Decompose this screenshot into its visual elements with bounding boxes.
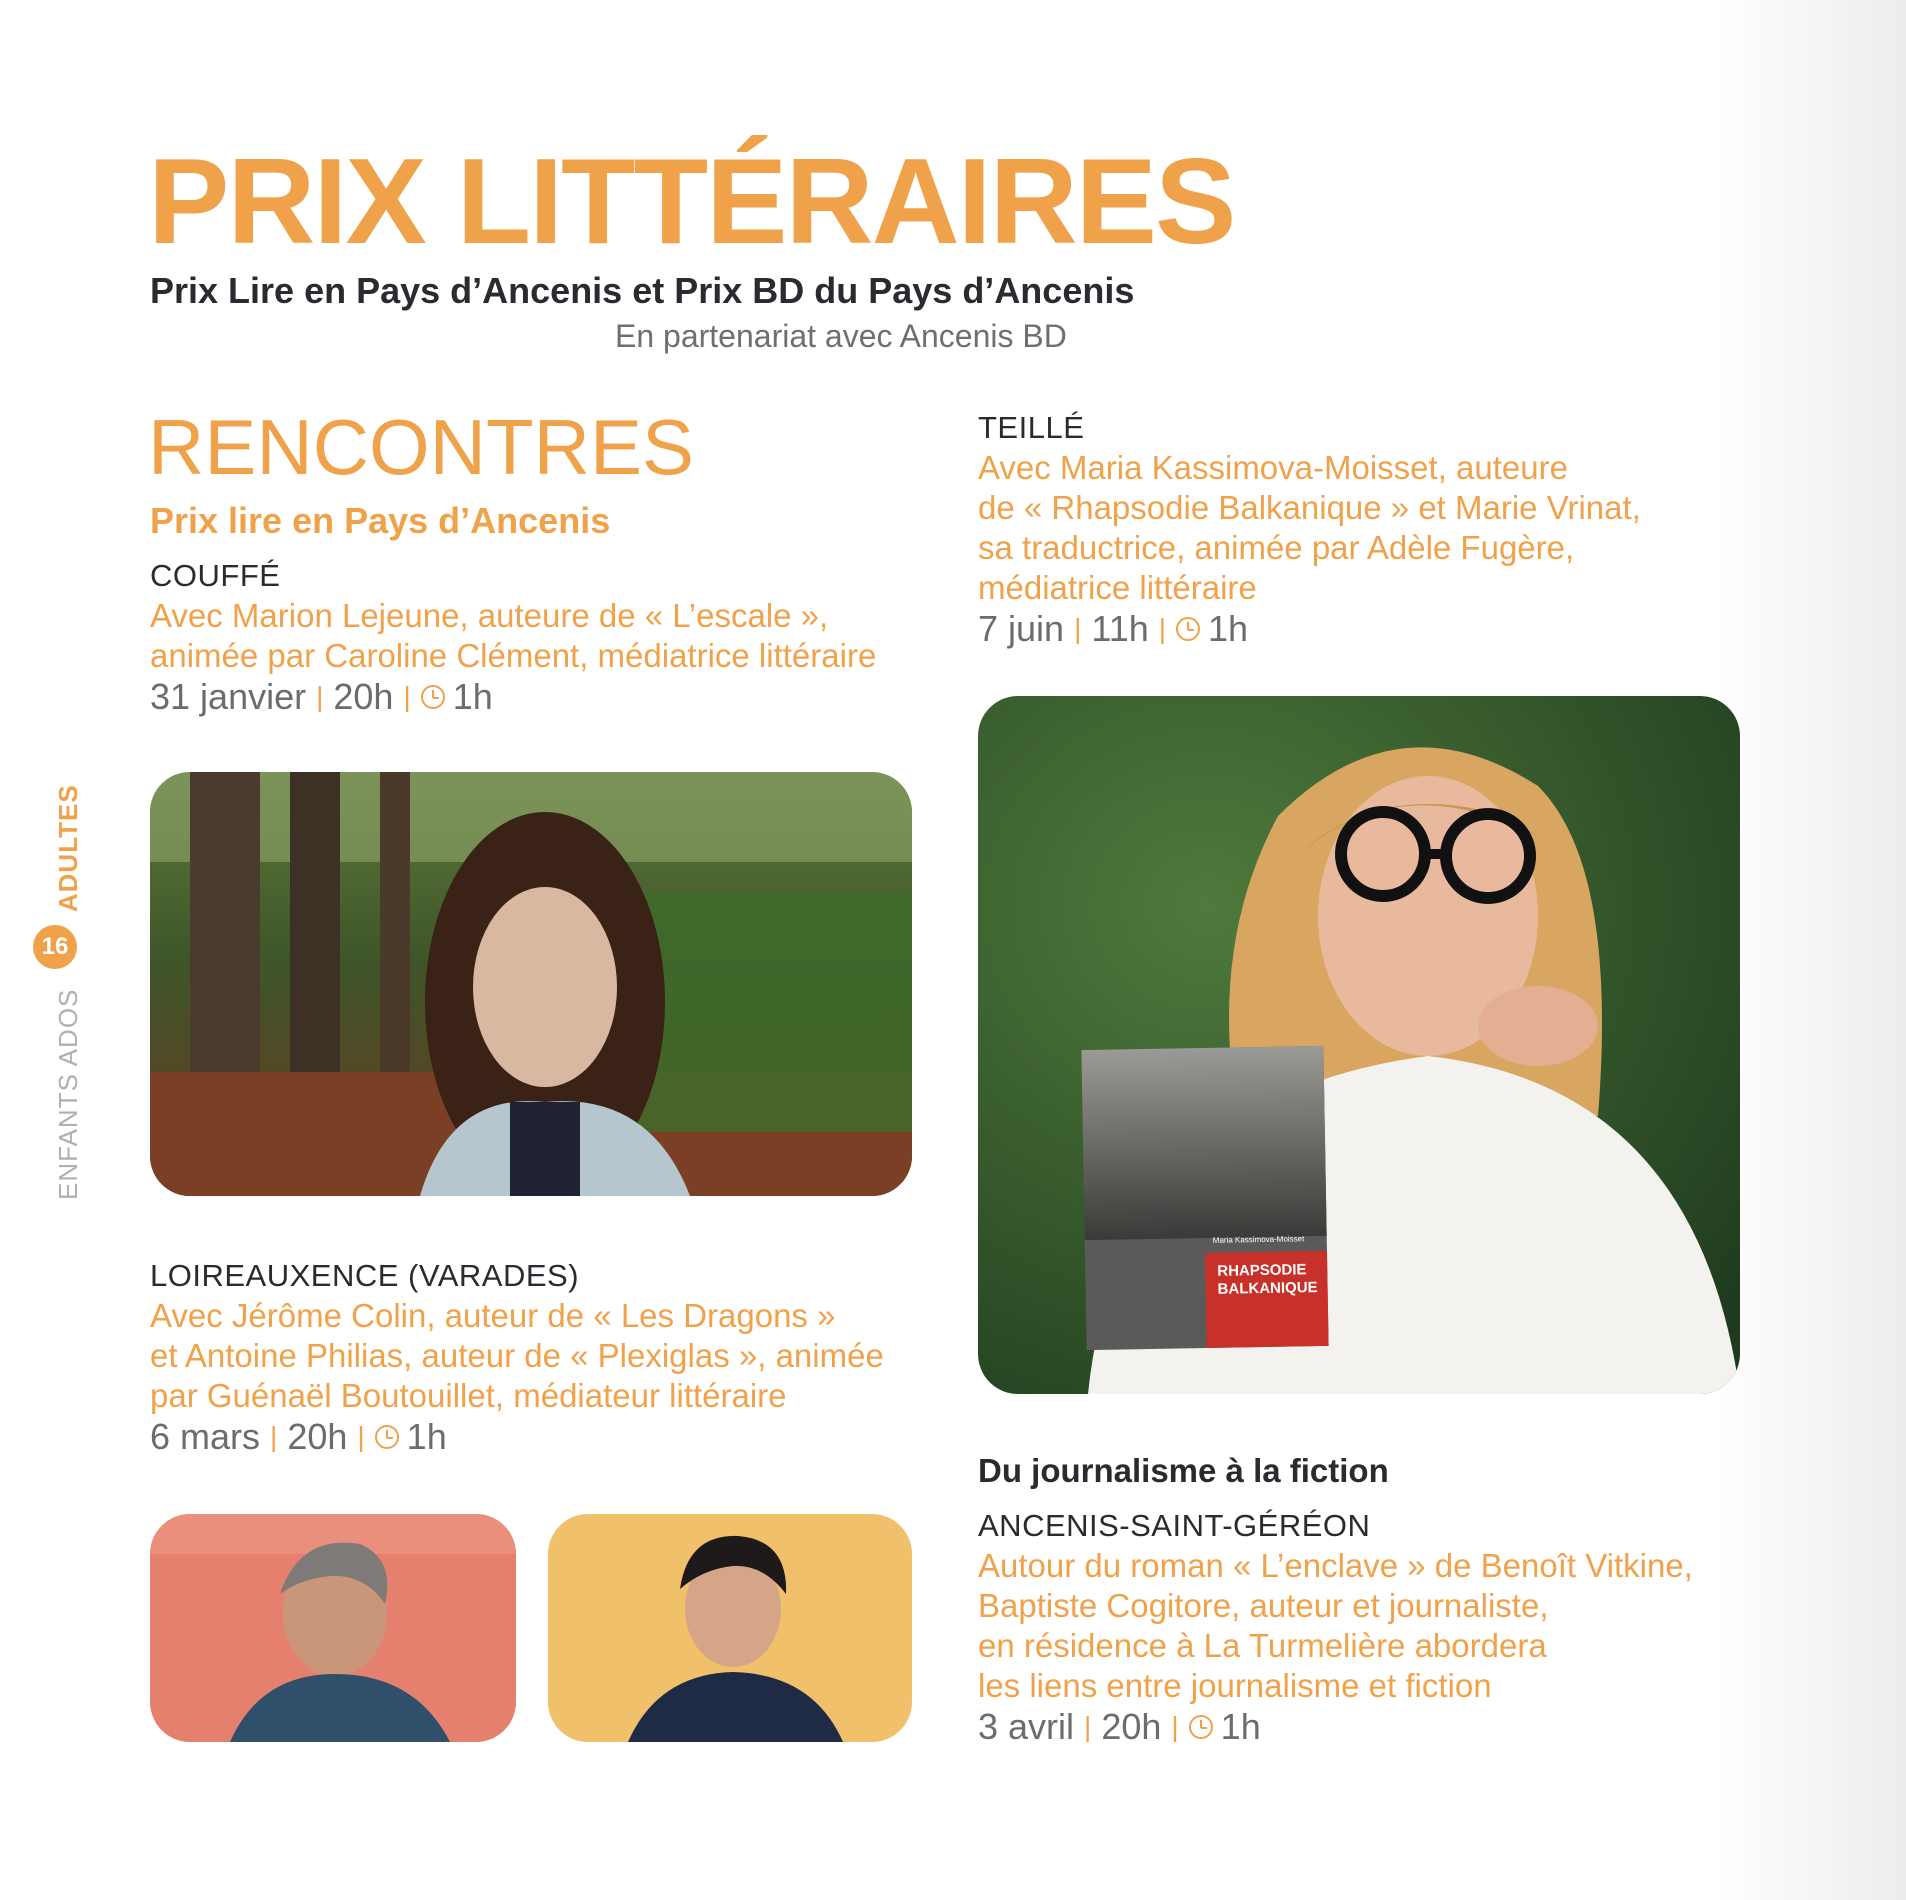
event-loireauxence bbox=[150, 1256, 884, 1458]
event-meta bbox=[978, 608, 1641, 650]
event-description-line: et Antoine Philias, auteur de « Plexiglas », animée bbox=[150, 1337, 884, 1374]
event-couffe bbox=[150, 556, 876, 718]
event-duration: 1h bbox=[1208, 608, 1249, 649]
event-date: 7 juin bbox=[978, 608, 1065, 649]
event-duration: 1h bbox=[406, 1416, 447, 1457]
event-meta bbox=[978, 1706, 1693, 1748]
event-description-line: sa traductrice, animée par Adèle Fugère, bbox=[978, 529, 1575, 566]
photo-marion-lejeune bbox=[150, 772, 912, 1196]
event-time: 20h bbox=[287, 1416, 348, 1457]
separator: | bbox=[1084, 1711, 1092, 1742]
side-tab-label bbox=[53, 784, 84, 1200]
event-date: 3 avril bbox=[978, 1706, 1075, 1747]
clock-icon bbox=[421, 685, 445, 709]
photo-antoine-philias bbox=[548, 1514, 912, 1742]
event-description-line: de « Rhapsodie Balkanique » et Marie Vrinat, bbox=[978, 489, 1641, 526]
event-date: 6 mars bbox=[150, 1416, 261, 1457]
book-author: Maria Kassimova-Moisset bbox=[1212, 1234, 1305, 1245]
page-title: PRIX LITTÉRAIRES bbox=[148, 133, 1235, 269]
separator: | bbox=[357, 1421, 365, 1452]
event-place: LOIREAUXENCE (VARADES) bbox=[150, 1258, 580, 1293]
event-teille bbox=[978, 408, 1641, 650]
clock-icon bbox=[1189, 1715, 1213, 1739]
separator: | bbox=[1171, 1711, 1179, 1742]
event-description-line: les liens entre journalisme et fiction bbox=[978, 1667, 1492, 1704]
event-place: ANCENIS-SAINT-GÉRÉON bbox=[978, 1508, 1371, 1543]
event-description-line: Avec Marion Lejeune, auteure de « L’escale », bbox=[150, 597, 829, 634]
separator: | bbox=[1158, 613, 1167, 644]
event-duration: 1h bbox=[452, 676, 493, 717]
event-duration: 1h bbox=[1220, 1706, 1261, 1747]
page-subtitle: Prix Lire en Pays d’Ancenis et Prix BD du Pays d’Ancenis bbox=[150, 270, 1135, 311]
photo-jerome-colin bbox=[150, 1514, 516, 1742]
event-heading: Du journalisme à la fiction bbox=[978, 1452, 1389, 1489]
event-time: 20h bbox=[1101, 1706, 1162, 1747]
section-subtitle: Prix lire en Pays d’Ancenis bbox=[150, 500, 611, 541]
event-meta bbox=[150, 1416, 884, 1458]
partner-note: En partenariat avec Ancenis BD bbox=[615, 318, 1067, 354]
event-time: 11h bbox=[1091, 608, 1149, 649]
book-title-line: BALKANIQUE bbox=[1217, 1279, 1318, 1298]
event-ancenis bbox=[978, 1506, 1693, 1748]
event-place: COUFFÉ bbox=[150, 558, 281, 593]
event-description-line: Baptiste Cogitore, auteur et journaliste, bbox=[978, 1587, 1549, 1624]
event-description-line: Avec Maria Kassimova-Moisset, auteure bbox=[978, 449, 1568, 486]
event-place: TEILLÉ bbox=[978, 410, 1085, 445]
side-tab-adultes: ADULTES bbox=[53, 784, 83, 913]
event-description-line: Avec Jérôme Colin, auteur de « Les Dragons » bbox=[150, 1297, 836, 1334]
separator: | bbox=[1074, 613, 1082, 644]
event-meta bbox=[150, 676, 876, 718]
event-time: 20h bbox=[333, 676, 394, 717]
photo-maria-kassimova-moisset bbox=[978, 696, 1740, 1394]
event-description-line: animée par Caroline Clément, médiatrice littéraire bbox=[150, 637, 877, 674]
page-number: 16 bbox=[33, 925, 77, 969]
separator: | bbox=[316, 681, 324, 712]
book-title bbox=[1217, 1261, 1318, 1299]
clock-icon bbox=[1176, 617, 1200, 641]
separator: | bbox=[270, 1421, 278, 1452]
event-description-line: par Guénaël Boutouillet, médiateur littéraire bbox=[150, 1377, 787, 1414]
section-title: RENCONTRES bbox=[148, 403, 695, 491]
book-title-line: RHAPSODIE bbox=[1217, 1261, 1307, 1280]
book-cover bbox=[1081, 1046, 1328, 1350]
separator: | bbox=[403, 681, 411, 712]
event-description-line: médiatrice littéraire bbox=[978, 569, 1257, 606]
event-description-line: en résidence à La Turmelière abordera bbox=[978, 1627, 1547, 1664]
page-edge-shadow bbox=[1716, 0, 1906, 1900]
clock-icon bbox=[375, 1425, 399, 1449]
event-date: 31 janvier bbox=[150, 676, 307, 717]
side-tab-enfants-ados: ENFANTS ADOS bbox=[53, 988, 83, 1200]
event-description-line: Autour du roman « L’enclave » de Benoît Vitkine, bbox=[978, 1547, 1693, 1584]
